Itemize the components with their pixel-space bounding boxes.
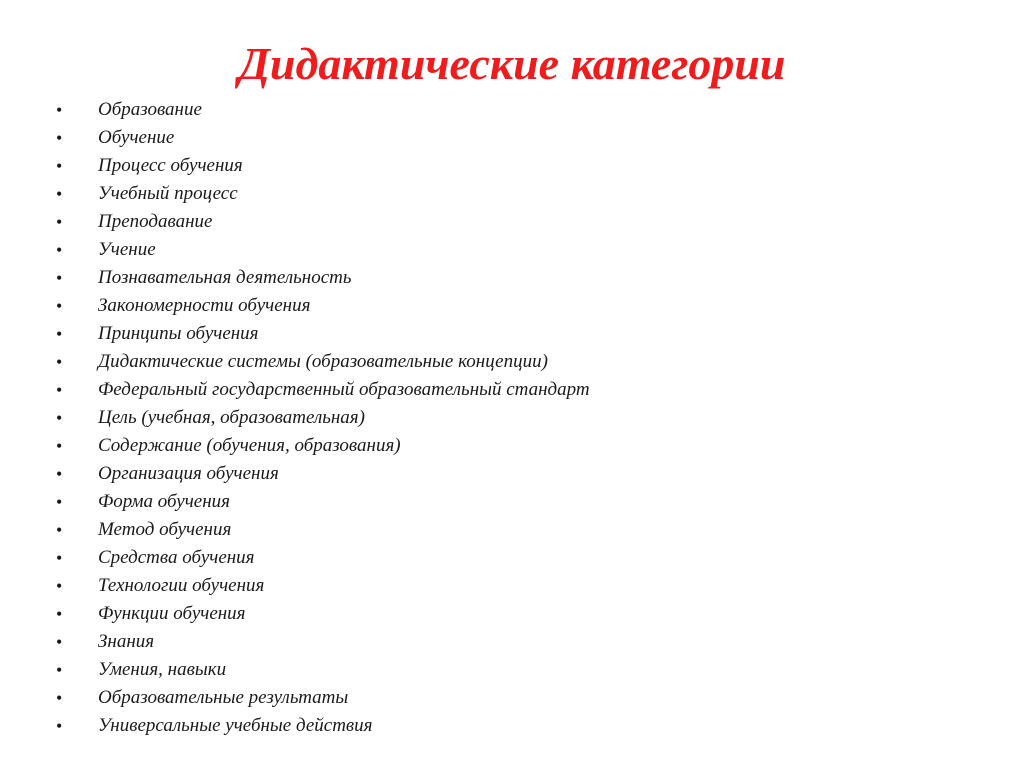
bullet-icon: • [56, 351, 63, 372]
bullet-icon: • [56, 519, 63, 540]
list-item-text: Знания [98, 631, 155, 652]
list-item [56, 656, 590, 684]
bullet-icon: • [56, 407, 63, 428]
list-item-text: Метод обучения [98, 519, 232, 540]
list-item-text: Закономерности обучения [98, 295, 311, 316]
list-item-text: Дидактические системы (образовательные концепции) [98, 351, 548, 372]
category-list [56, 96, 590, 740]
bullet-icon: • [56, 379, 63, 400]
list-item-text: Познавательная деятельность [98, 267, 352, 288]
list-item-text: Универсальные учебные действия [98, 715, 373, 736]
list-item [56, 264, 590, 292]
list-item-text: Технологии обучения [98, 575, 265, 596]
list-item [56, 600, 590, 628]
list-item-text: Процесс обучения [98, 155, 243, 176]
bullet-icon: • [56, 295, 63, 316]
list-item [56, 628, 590, 656]
list-item [56, 180, 590, 208]
bullet-icon: • [56, 127, 63, 148]
slide-title: Дидактические категории [238, 38, 786, 89]
bullet-icon: • [56, 435, 63, 456]
list-item-text: Цель (учебная, образовательная) [98, 407, 365, 428]
bullet-icon: • [56, 183, 63, 204]
list-item-text: Средства обучения [98, 547, 255, 568]
bullet-icon: • [56, 687, 63, 708]
bullet-icon: • [56, 547, 63, 568]
bullet-icon: • [56, 239, 63, 260]
list-item-text: Преподавание [98, 211, 213, 232]
list-item [56, 124, 590, 152]
list-item-text: Форма обучения [98, 491, 230, 512]
list-item [56, 404, 590, 432]
list-item-text: Федеральный государственный образовательный стандарт [98, 379, 590, 400]
list-item-text: Образовательные результаты [98, 687, 349, 708]
list-item [56, 96, 590, 124]
list-item [56, 376, 590, 404]
list-item [56, 320, 590, 348]
list-item [56, 516, 590, 544]
list-item [56, 712, 590, 740]
list-item [56, 684, 590, 712]
bullet-icon: • [56, 491, 63, 512]
list-item [56, 460, 590, 488]
list-item [56, 348, 590, 376]
list-item-text: Принципы обучения [98, 323, 259, 344]
list-item-text: Обучение [98, 127, 175, 148]
list-item [56, 488, 590, 516]
bullet-icon: • [56, 575, 63, 596]
list-item [56, 208, 590, 236]
bullet-icon: • [56, 603, 63, 624]
list-item-text: Образование [98, 99, 202, 120]
list-item-text: Организация обучения [98, 463, 279, 484]
list-item-text: Функции обучения [98, 603, 246, 624]
bullet-icon: • [56, 659, 63, 680]
list-item-text: Учебный процесс [98, 183, 238, 204]
list-item-text: Содержание (обучения, образования) [98, 435, 401, 456]
list-item [56, 292, 590, 320]
bullet-icon: • [56, 155, 63, 176]
bullet-icon: • [56, 463, 63, 484]
list-item [56, 432, 590, 460]
list-item [56, 236, 590, 264]
bullet-icon: • [56, 211, 63, 232]
list-item-text: Умения, навыки [98, 659, 227, 680]
list-item [56, 152, 590, 180]
list-item-text: Учение [98, 239, 156, 260]
bullet-icon: • [56, 715, 63, 736]
list-item [56, 572, 590, 600]
bullet-icon: • [56, 631, 63, 652]
bullet-icon: • [56, 323, 63, 344]
bullet-icon: • [56, 267, 63, 288]
list-item [56, 544, 590, 572]
bullet-icon: • [56, 99, 63, 120]
